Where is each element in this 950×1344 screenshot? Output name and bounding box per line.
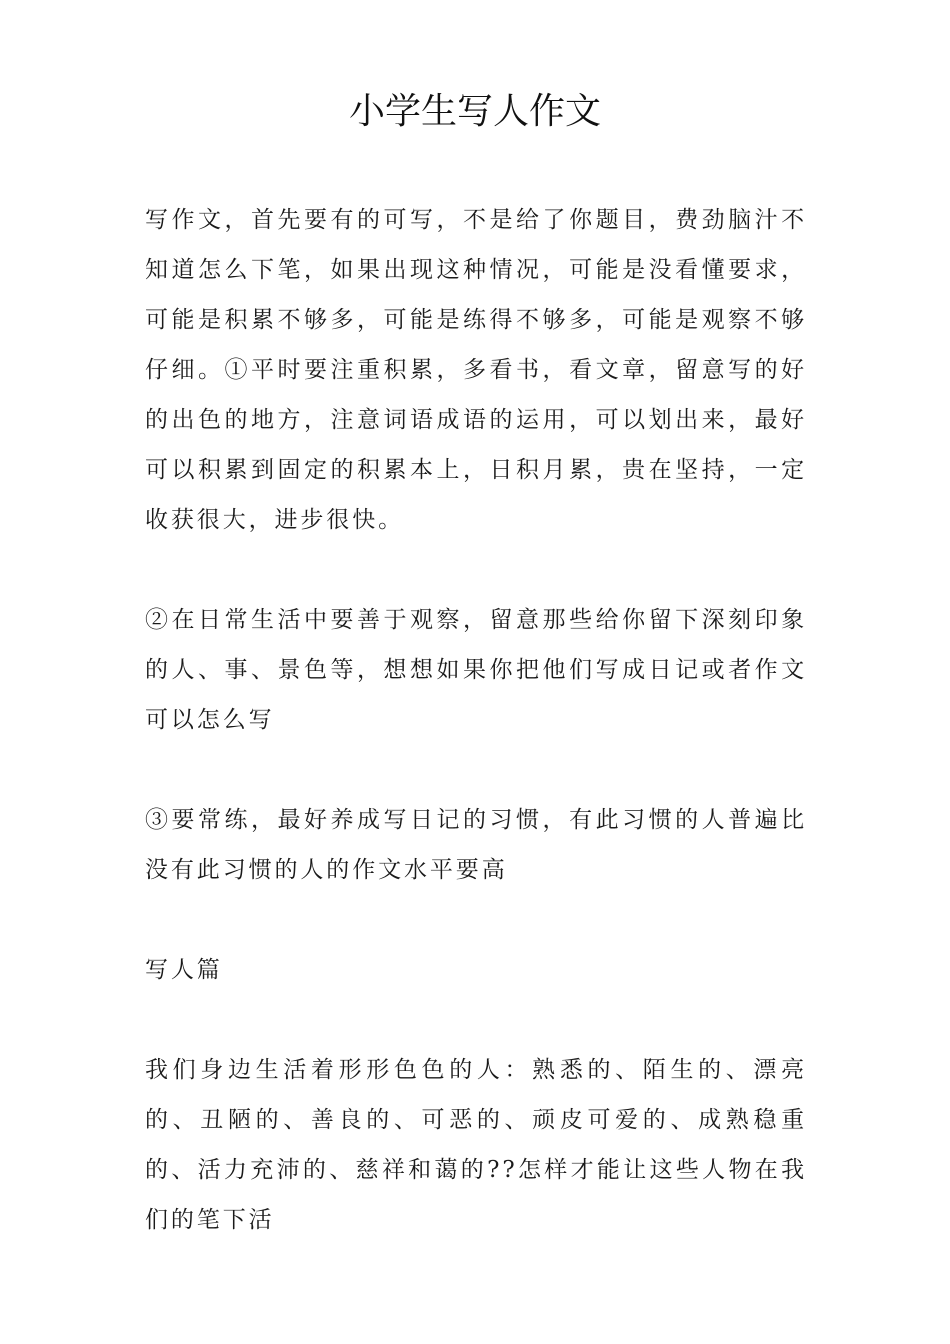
document-title: 小学生写人作文 [348,91,601,132]
paragraph-spacer [145,745,807,795]
paragraph-people: 我们身边生活着形形色色的人：熟悉的、陌生的、漂亮的、丑陋的、善良的、可恶的、顽皮可爱的、成熟稳重的、活力充沛的、慈祥和蔼的??怎样才能让这些人物在我们的笔下活 [145,1057,807,1233]
paragraph-spacer [145,995,807,1045]
paragraph-spacer [145,895,807,945]
paragraph-intro: 写作文，首先要有的可写，不是给了你题目，费劲脑汁不知道怎么下笔，如果出现这种情况，可能是没看懂要求，可能是积累不够多，可能是练得不够多，可能是观察不够仔细。①平时要注重积累，多看书，看文章，留意写的好的出色的地方，注意词语成语的运用，可以划出来，最好可以积累到固定的积累本上，日积月累，贵在坚持，一定收获很大，进步很快。 [145,207,807,533]
document-body [145,195,807,1245]
section-heading: 写人篇 [145,957,223,983]
paragraph-practice: ③要常练，最好养成写日记的习惯，有此习惯的人普遍比没有此习惯的人的作文水平要高 [145,807,807,883]
paragraph-observe: ②在日常生活中要善于观察，留意那些给你留下深刻印象的人、事、景色等，想想如果你把他们写成日记或者作文可以怎么写 [145,607,807,733]
paragraph-spacer [145,545,807,595]
